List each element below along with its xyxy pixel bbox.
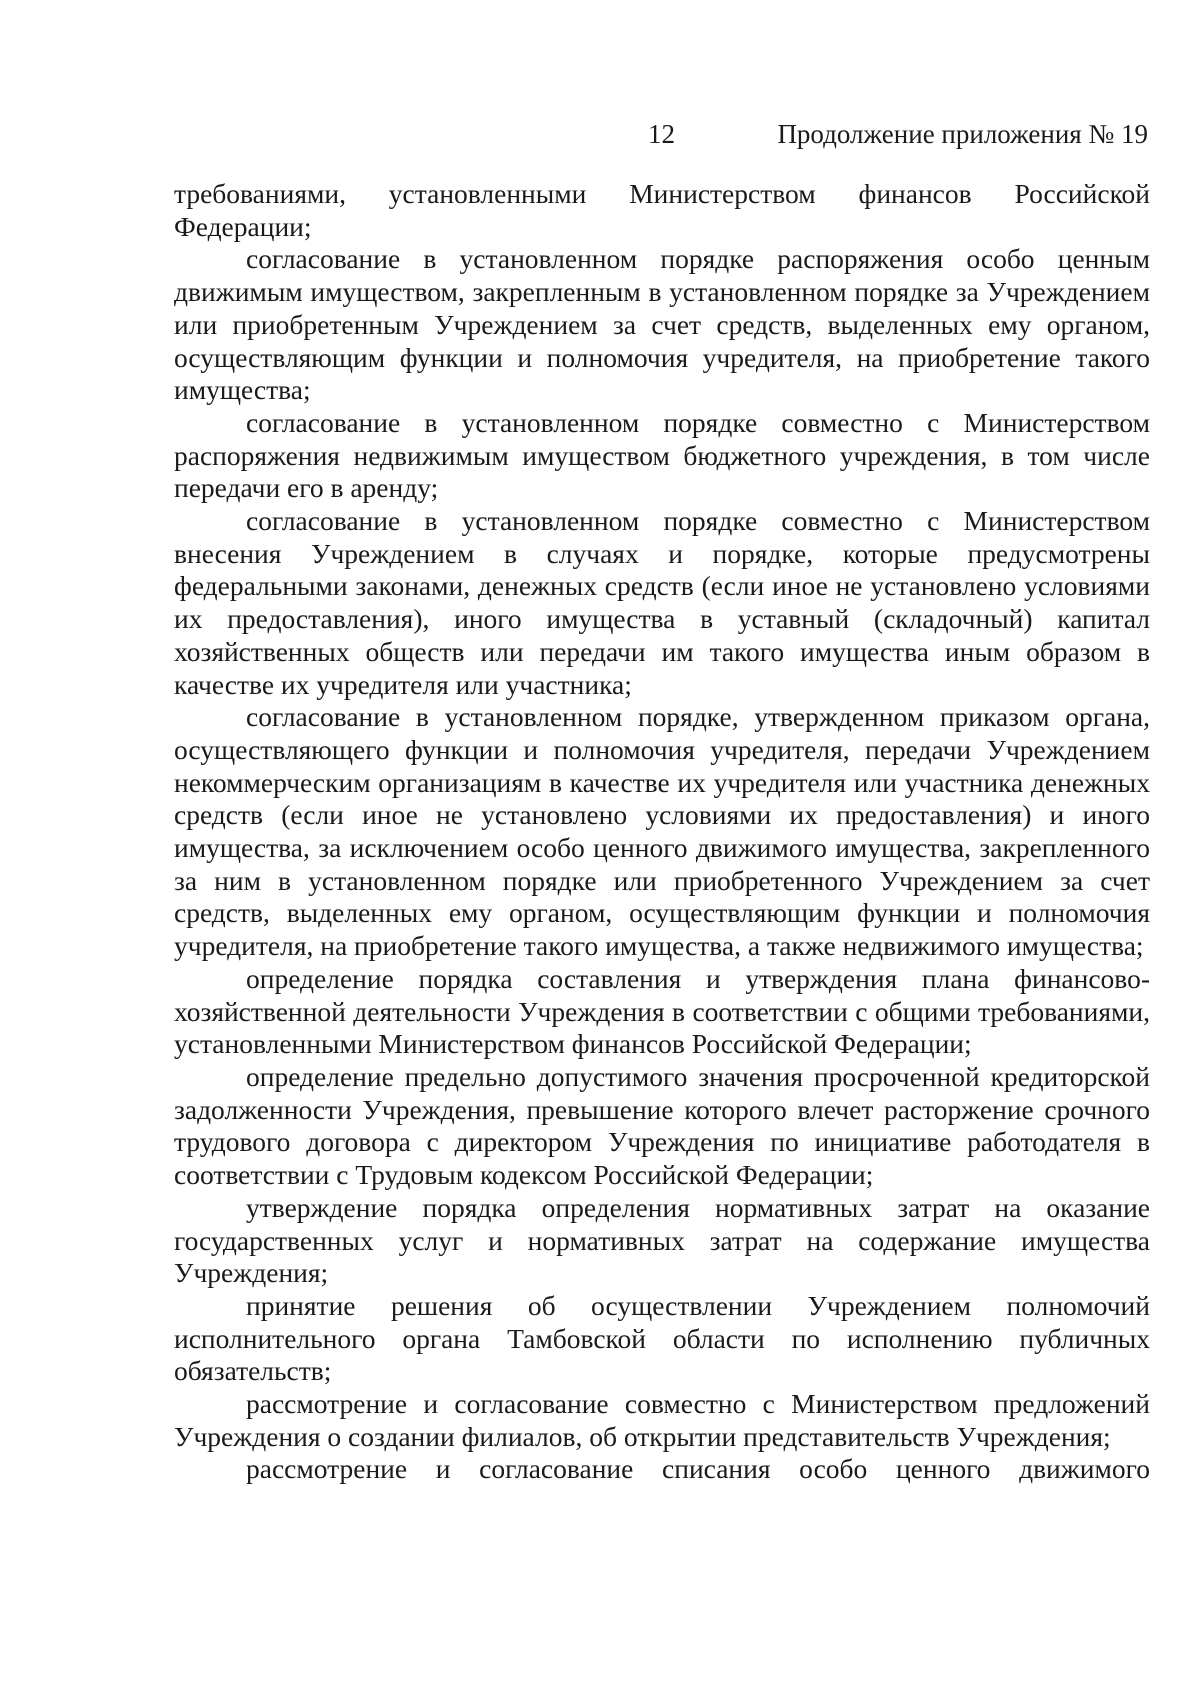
paragraph: требованиями, установленными Министерством финансов Российской Федерации; — [174, 178, 1150, 242]
document-body — [174, 178, 1150, 1486]
paragraph: определение предельно допустимого значения просроченной кредиторской задолженности Учреждения, превышение которого влечет расторжение срочного трудового договора с директором Учреждения по инициативе работодателя в соответствии с Трудовым кодексом Российской Федерации; — [174, 1060, 1150, 1191]
paragraph: согласование в установленном порядке распоряжения особо ценным движимым имуществом, закрепленным в установленном порядке за Учреждением или приобретенным Учреждением за счет средств, выделенных ему органом, осуществляющим функции и полномочия учредителя, на приобретение такого имущества; — [174, 243, 1150, 406]
paragraph: согласование в установленном порядке совместно с Министерством распоряжения недвижимым имуществом бюджетного учреждения, в том числе передачи его в аренду; — [174, 406, 1150, 504]
paragraph: рассмотрение и согласование совместно с Министерством предложений Учреждения о создании филиалов, об открытии представительств Учреждения; — [174, 1388, 1150, 1452]
paragraph: принятие решения об осуществлении Учреждением полномочий исполнительного органа Тамбовской области по исполнению публичных обязательств; — [174, 1289, 1150, 1387]
paragraph: определение порядка составления и утверждения плана финансово-хозяйственной деятельности Учреждения в соответствии с общими требованиями, установленными Министерством финансов Российской Федерации; — [174, 962, 1150, 1060]
page-number: 12 — [648, 119, 675, 149]
paragraph: рассмотрение и согласование списания особо ценного движимого — [246, 1453, 1150, 1485]
paragraph: согласование в установленном порядке, утвержденном приказом органа, осуществляющего функции и полномочия учредителя, передачи Учреждением некоммерческим организациям в качестве их учредителя или участника денежных средств (если иное не установлено условиями их предоставления) и иного имущества, за исключением особо ценного движимого имущества, закрепленного за ним в установленном порядке или приобретенного Учреждением за счет средств, выделенных ему органом, осуществляющим функции и полномочия учредителя, на приобретение такого имущества, а также недвижимого имущества; — [174, 701, 1150, 962]
appendix-label: Продолжение приложения № 19 — [777, 119, 1148, 149]
page-header — [0, 116, 1200, 152]
paragraph: утверждение порядка определения нормативных затрат на оказание государственных услуг и нормативных затрат на содержание имущества Учреждения; — [174, 1191, 1150, 1289]
paragraph: согласование в установленном порядке совместно с Министерством внесения Учреждением в случаях и порядке, которые предусмотрены федеральными законами, денежных средств (если иное не установлено условиями их предоставления), иного имущества в уставный (складочный) капитал хозяйственных обществ или передачи им такого имущества иным образом в качестве их учредителя или участника; — [174, 505, 1150, 700]
